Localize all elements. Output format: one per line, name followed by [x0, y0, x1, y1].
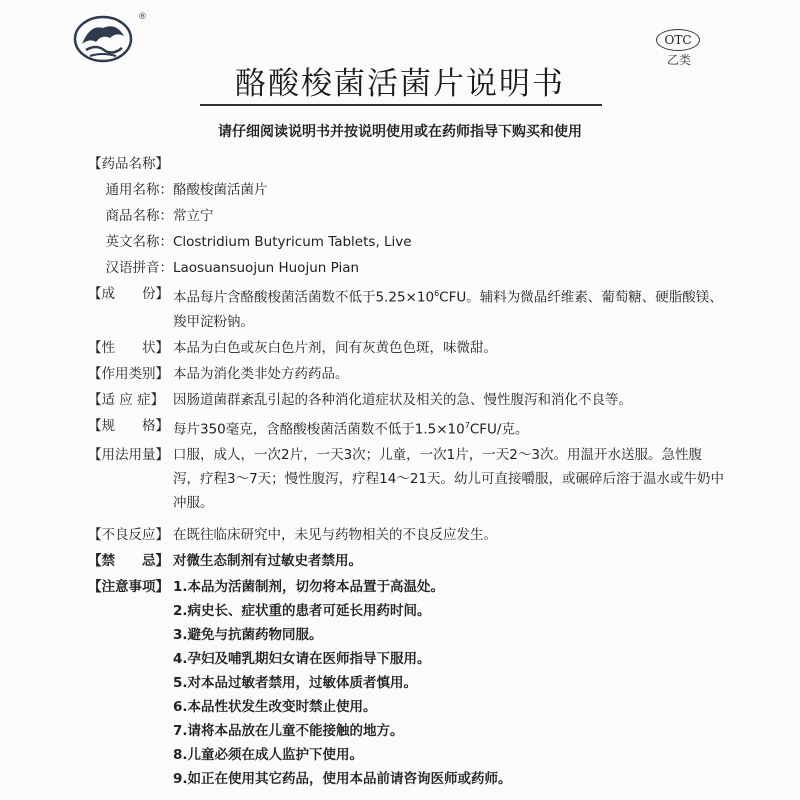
- document-title: 酪酸梭菌活菌片说明书: [235, 66, 565, 102]
- indication-value: 因肠道菌群紊乱引起的各种消化道症状及相关的急、慢性腹泻和消化不良等。: [173, 391, 632, 408]
- english-name-value: Clostridium Butyricum Tablets, Live: [173, 234, 412, 250]
- adverse-row: [88, 523, 728, 547]
- category-row: [88, 362, 728, 386]
- pinyin-label: 汉语拼音：: [105, 260, 173, 276]
- drug-name-label: 【药品名称】: [88, 156, 169, 172]
- adverse-value: 在既往临床研究中，未见与药物相关的不良反应发生。: [173, 527, 497, 543]
- composition-text-b: CFU。辅料为微晶纤维素、葡萄糖、硬脂酸镁、羧甲淀粉钠。: [173, 289, 723, 330]
- contraindication-label: 【禁 忌】: [88, 553, 169, 569]
- indication-label: 【适 应 症】: [88, 391, 165, 408]
- spec-text-b: CFU/克。: [469, 421, 529, 437]
- composition-text-a: 本品每片含酪酸梭菌活菌数不低于5.25×10: [173, 289, 435, 306]
- spec-exponent: 7: [464, 420, 470, 430]
- character-row: [88, 336, 728, 360]
- character-value: 本品为白色或灰白色片剂，间有灰黄色色斑，味微甜。: [173, 339, 497, 356]
- contraindication-value: 对微生态制剂有过敏史者禁用。: [173, 553, 362, 569]
- document-subtitle: 请仔细阅读说明书并按说明使用或在药师指导下购买和使用: [218, 124, 582, 140]
- trade-name-label: 商品名称：: [105, 208, 173, 224]
- contraindication-row: [88, 549, 728, 573]
- precautions-list: [173, 575, 728, 791]
- composition-label: 【成 份】: [88, 286, 169, 302]
- spec-label: 【规 格】: [88, 417, 169, 434]
- category-value: 本品为消化类非处方药药品。: [173, 365, 349, 382]
- usage-value: 口服，成人，一次2片，一天3次；儿童，一次1片，一天2～3次。用温开水送服。急性腹泻，疗程3～7天；慢性腹泻，疗程14～21天。幼儿可直接嚼服，或碾碎后溶于温水或牛奶中冲服。: [173, 447, 725, 511]
- otc-badge: OTC: [656, 29, 700, 51]
- leaflet-sections: [88, 152, 728, 793]
- trade-name-row: [88, 204, 728, 228]
- composition-row: [88, 282, 728, 334]
- spec-text-a: 每片350毫克，含酪酸梭菌活菌数不低于1.5×10: [173, 421, 465, 437]
- drug-name-section: [88, 152, 728, 176]
- dragon-logo-icon: [72, 14, 134, 64]
- composition-value: [173, 282, 728, 334]
- adverse-label: 【不良反应】: [88, 527, 169, 543]
- precaution-item: 2.病史长、症状重的患者可延长用药时间。: [173, 603, 431, 619]
- spec-value: [173, 414, 728, 442]
- precaution-item: 4.孕妇及哺乳期妇女请在医师指导下服用。: [173, 651, 431, 667]
- precaution-item: 3.避免与抗菌药物同服。: [173, 627, 323, 643]
- precaution-item: 7.请将本品放在儿童不能接触的地方。: [173, 723, 404, 739]
- pinyin-value: Laosuansuojun Huojun Pian: [173, 260, 360, 276]
- spec-row: [88, 414, 728, 442]
- pinyin-row: [88, 256, 728, 280]
- trade-name-value: 常立宁: [173, 208, 214, 224]
- generic-name-row: [88, 178, 728, 202]
- generic-name-label: 通用名称：: [105, 182, 173, 198]
- usage-label: 【用法用量】: [88, 447, 169, 463]
- generic-name-value: 酪酸梭菌活菌片: [173, 182, 268, 198]
- usage-row: [88, 443, 728, 515]
- english-name-label: 英文名称：: [105, 234, 173, 250]
- category-label: 【作用类别】: [88, 365, 169, 382]
- composition-exponent: 6: [434, 289, 440, 298]
- title-underline: [200, 104, 602, 106]
- precaution-item: 1.本品为活菌制剂，切勿将本品置于高温处。: [173, 579, 445, 595]
- character-label: 【性 状】: [88, 339, 169, 356]
- precaution-item: 5.对本品过敏者禁用，过敏体质者慎用。: [173, 675, 418, 691]
- precautions-row: [88, 575, 728, 791]
- precautions-label: 【注意事项】: [88, 579, 169, 595]
- otc-class-label: 乙类: [667, 53, 692, 67]
- precaution-item: 9.如正在使用其它药品，使用本品前请咨询医师或药师。: [173, 771, 512, 787]
- precaution-item: 8.儿童必须在成人监护下使用。: [173, 747, 364, 763]
- indication-row: [88, 388, 728, 412]
- english-name-row: [88, 230, 728, 254]
- registered-mark: ®: [138, 12, 147, 22]
- precaution-item: 6.本品性状发生改变时禁止使用。: [173, 699, 377, 715]
